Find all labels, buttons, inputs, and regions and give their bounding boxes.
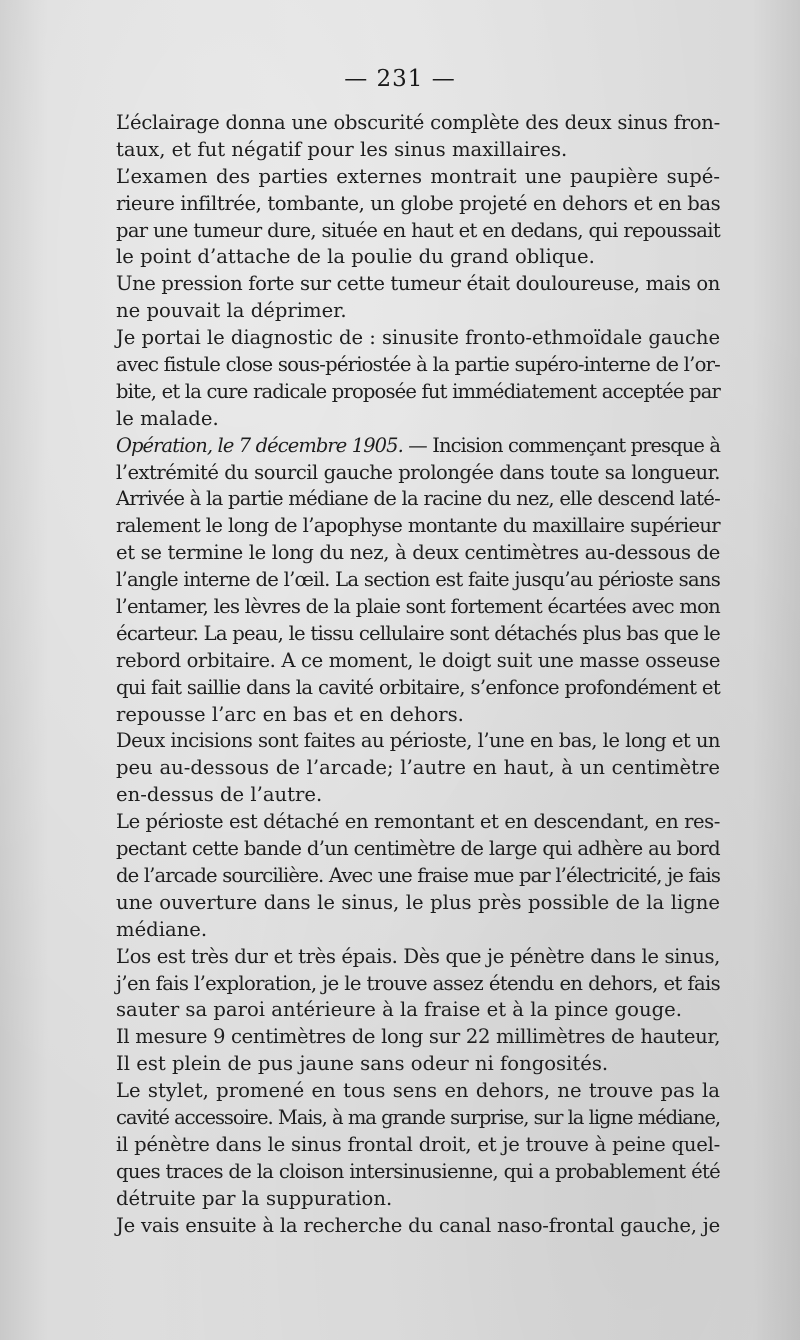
text-line	[116, 944, 720, 971]
line-text: en-dessus de l’autre.	[116, 783, 323, 807]
line-text: peu au-dessous de l’arcade; l’autre en haut, à un centimètre	[116, 756, 720, 780]
text-line	[116, 406, 720, 433]
text-line	[116, 809, 720, 836]
text-line	[116, 1105, 720, 1132]
text-line	[116, 191, 720, 218]
line-text: ques traces de la cloison intersinusienne, qui a probablement été	[116, 1159, 720, 1183]
text-line	[116, 648, 720, 675]
text-line	[116, 513, 720, 540]
text-line	[116, 755, 720, 782]
line-text: L’examen des parties externes montrait une paupière supé-	[116, 164, 720, 188]
line-text: une ouverture dans le sinus, le plus près possible de la ligne	[116, 890, 720, 914]
text-line	[116, 486, 720, 513]
line-text: le point d’attache de la poulie du grand oblique.	[116, 245, 595, 269]
text-line	[116, 110, 720, 137]
line-text: Arrivée à la partie médiane de la racine du nez, elle descend laté-	[116, 487, 720, 511]
text-line	[116, 325, 720, 352]
line-text: rebord orbitaire. A ce moment, le doigt suit une masse osseuse	[116, 648, 720, 672]
text-line	[116, 1213, 720, 1240]
text-line	[116, 298, 720, 325]
line-text: par une tumeur dure, située en haut et en dedans, qui repoussait	[116, 218, 720, 242]
text-line	[116, 567, 720, 594]
text-line	[116, 675, 720, 702]
line-text: Je vais ensuite à la recherche du canal naso-frontal gauche, je	[116, 1213, 720, 1237]
line-text: l’extrémité du sourcil gauche prolongée dans toute sa longueur.	[116, 460, 720, 484]
text-line	[116, 1132, 720, 1159]
line-text: L’éclairage donna une obscurité complète des deux sinus fron-	[116, 111, 720, 134]
line-text: pectant cette bande d’un centimètre de large qui adhère au bord	[116, 837, 720, 861]
text-line	[116, 271, 720, 298]
line-text: l’angle interne de l’œil. La section est faite jusqu’au périoste sans	[116, 568, 720, 592]
line-text: qui fait saillie dans la cavité orbitaire, s’enfonce profondément et	[116, 675, 720, 699]
line-text: écarteur. La peau, le tissu cellulaire sont détachés plus bas que le	[116, 621, 720, 645]
text-line	[116, 997, 720, 1024]
text-line	[116, 1078, 720, 1105]
text-line	[116, 702, 720, 729]
text-line	[116, 1186, 720, 1213]
line-text: médiane.	[116, 917, 208, 941]
text-line	[116, 863, 720, 890]
line-text: ralement le long de l’apophyse montante du maxillaire supérieur	[116, 514, 720, 538]
text-line	[116, 460, 720, 487]
text-line	[116, 782, 720, 809]
line-text: Le périoste est détaché en remontant et en descendant, en res-	[116, 810, 720, 834]
text-line	[116, 433, 720, 460]
text-line	[116, 917, 720, 944]
text-line	[116, 836, 720, 863]
line-text: ne pouvait la déprimer.	[116, 299, 347, 323]
line-text: sauter sa paroi antérieure à la fraise et à la pince gouge.	[116, 998, 682, 1022]
text-line	[116, 352, 720, 379]
line-text: j’en fais l’exploration, je le trouve assez étendu en dehors, et fais	[116, 971, 720, 995]
text-line	[116, 1159, 720, 1186]
line-text: L’os est très dur et très épais. Dès que je pénètre dans le sinus,	[116, 944, 720, 968]
text-line	[116, 164, 720, 191]
line-text: bite, et la cure radicale proposée fut immédiatement acceptée par	[116, 379, 720, 403]
line-text: repousse l’arc en bas et en dehors.	[116, 702, 464, 726]
line-text: Une pression forte sur cette tumeur était douloureuse, mais on	[116, 272, 720, 296]
line-text: et se termine le long du nez, à deux centimètres au-dessous de	[116, 541, 720, 565]
line-text: Deux incisions sont faites au périoste, l’une en bas, le long et un	[116, 729, 720, 753]
line-text: Le stylet, promené en tous sens en dehors, ne trouve pas la	[116, 1079, 720, 1103]
line-text: rieure infiltrée, tombante, un globe projeté en dehors et en bas	[116, 191, 721, 215]
line-text: il pénètre dans le sinus frontal droit, et je trouve à peine quel-	[116, 1132, 720, 1156]
text-line	[116, 594, 720, 621]
text-line	[116, 379, 720, 406]
text-line	[116, 137, 720, 164]
text-line	[116, 728, 720, 755]
text-line	[116, 890, 720, 917]
line-text: l’entamer, les lèvres de la plaie sont fortement écartées avec mon	[116, 595, 720, 619]
line-text: Il est plein de pus jaune sans odeur ni fongosités.	[116, 1052, 609, 1076]
line-text: détruite par la suppuration.	[116, 1186, 393, 1210]
text-line	[116, 244, 720, 271]
line-text: — Incision commençant presque à	[402, 433, 721, 457]
page-number: — 231 —	[344, 66, 456, 92]
line-text: avec fistule close sous-périostée à la partie supéro-interne de l’or-	[116, 353, 720, 377]
line-text: taux, et fut négatif pour les sinus maxillaires.	[116, 137, 568, 161]
line-text: Il mesure 9 centimètres de long sur 22 millimètres de hauteur,	[116, 1025, 721, 1049]
italic-heading: Opération, le 7 décembre 1905.	[116, 433, 403, 457]
line-text: de l’arcade sourcilière. Avec une fraise mue par l’électricité, je fais	[116, 863, 720, 887]
text-line	[116, 218, 720, 245]
text-line	[116, 621, 720, 648]
text-line	[116, 1024, 720, 1051]
line-text: le malade.	[116, 406, 219, 430]
text-line	[116, 540, 720, 567]
body-text	[116, 110, 720, 1239]
line-text: cavité accessoire. Mais, à ma grande surprise, sur la ligne médiane,	[116, 1105, 720, 1129]
text-line	[116, 1051, 720, 1078]
line-text: Je portai le diagnostic de : sinusite fronto-ethmoïdale gauche	[116, 326, 720, 350]
text-line	[116, 971, 720, 998]
